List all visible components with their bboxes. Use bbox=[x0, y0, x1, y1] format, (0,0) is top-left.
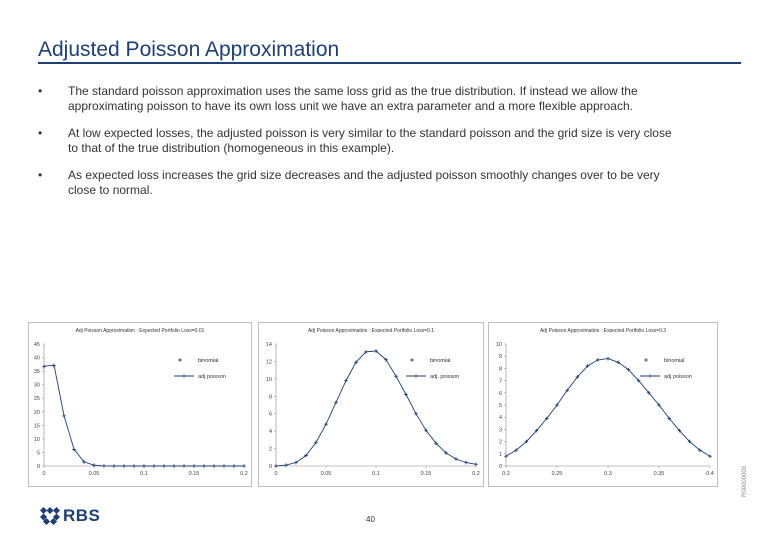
legend-label-adj-poisson: adj poisson bbox=[198, 374, 226, 380]
bullet-text: As expected loss increases the grid size decreases and the adjusted poisson smoothly changes over to be very close to normal. bbox=[68, 168, 660, 197]
y-tick-label: 12 bbox=[265, 359, 272, 366]
y-tick-label: 0 bbox=[36, 464, 40, 470]
side-code bbox=[742, 445, 752, 505]
y-tick-label: 0 bbox=[268, 464, 272, 470]
y-tick-label: 7 bbox=[498, 378, 502, 385]
y-tick-label: 9 bbox=[498, 354, 502, 361]
y-tick-label: 2 bbox=[498, 439, 502, 446]
x-tick-label: 0.1 bbox=[372, 471, 380, 477]
y-tick-label: 6 bbox=[268, 411, 272, 418]
bullet-text: The standard poisson approximation uses the same loss grid as the true distribution. If instead we allow the approximating poisson to have its own loss unit we have an extra parameter and a more flexible approach. bbox=[68, 84, 638, 113]
x-tick-label: 0.3 bbox=[604, 471, 612, 477]
rbs-logo bbox=[40, 506, 100, 526]
chart-frame bbox=[259, 323, 484, 487]
y-tick-label: 45 bbox=[33, 342, 40, 348]
chart-title: Adj Poisson Approximation : Expected Portfolio Loss=0.01 bbox=[75, 328, 205, 334]
y-tick-label: 6 bbox=[498, 390, 502, 397]
legend-label-binomial: binomial bbox=[664, 358, 685, 364]
rbs-daisy-icon bbox=[40, 507, 60, 525]
x-tick-label: 0 bbox=[274, 471, 278, 477]
x-tick-label: 0.2 bbox=[472, 471, 480, 477]
bullet-text: At low expected losses, the adjusted poisson is very similar to the standard poisson and the grid size is very close to that of the true distribution (homogeneous in this example). bbox=[68, 126, 672, 155]
slide-title: Adjusted Poisson Approximation bbox=[38, 38, 340, 61]
bullet-glyph: • bbox=[38, 168, 43, 182]
legend-label-adj-poisson: adj. poisson bbox=[430, 374, 460, 380]
y-tick-label: 5 bbox=[36, 450, 40, 457]
y-tick-label: 2 bbox=[268, 446, 272, 453]
legend-label-binomial: binomial bbox=[430, 358, 451, 364]
x-tick-label: 0.15 bbox=[188, 471, 200, 477]
x-tick-label: 0.1 bbox=[140, 471, 148, 477]
y-tick-label: 5 bbox=[498, 403, 502, 409]
bullet-list bbox=[38, 84, 678, 210]
y-tick-label: 14 bbox=[265, 342, 272, 348]
y-tick-label: 8 bbox=[498, 366, 502, 373]
x-tick-label: 0.05 bbox=[320, 471, 332, 477]
y-tick-label: 1 bbox=[498, 451, 502, 458]
legend-label-adj-poisson: adj poisson bbox=[664, 374, 692, 380]
chart-title: Adj Poisson Approximation : Expected Portfolio Loss=0.3 bbox=[539, 328, 667, 334]
bullet-item bbox=[38, 126, 678, 156]
y-tick-label: 8 bbox=[268, 394, 272, 401]
y-tick-label: 30 bbox=[33, 382, 40, 389]
y-tick-label: 4 bbox=[268, 429, 272, 436]
x-tick-label: 0.25 bbox=[551, 471, 563, 477]
y-tick-label: 10 bbox=[495, 342, 502, 348]
y-tick-label: 4 bbox=[498, 415, 502, 422]
side-code-text: R00000000 bbox=[742, 465, 748, 497]
y-tick-label: 40 bbox=[33, 355, 40, 362]
x-tick-label: 0.4 bbox=[706, 471, 714, 477]
x-tick-label: 0.05 bbox=[88, 471, 100, 477]
x-tick-label: 0.2 bbox=[502, 471, 510, 477]
y-tick-label: 10 bbox=[265, 376, 272, 383]
chart-title: Adj Poisson Approximation : Expected Portfolio Loss=0.1 bbox=[307, 328, 435, 334]
y-tick-label: 3 bbox=[498, 427, 502, 434]
x-tick-label: 0.35 bbox=[653, 471, 665, 477]
y-tick-label: 25 bbox=[33, 396, 40, 403]
y-tick-label: 10 bbox=[33, 436, 40, 443]
y-tick-label: 20 bbox=[33, 409, 40, 416]
x-tick-label: 0 bbox=[42, 471, 46, 477]
legend-label-binomial: binomial bbox=[198, 358, 219, 364]
logo-text: RBS bbox=[63, 506, 101, 525]
bullet-item bbox=[38, 84, 678, 114]
bullet-glyph: • bbox=[38, 84, 43, 98]
y-tick-label: 35 bbox=[33, 369, 40, 376]
charts-panel bbox=[28, 322, 718, 487]
title-rule bbox=[38, 62, 741, 64]
bullet-item bbox=[38, 168, 678, 198]
page-number: 40 bbox=[366, 515, 375, 524]
y-tick-label: 15 bbox=[33, 423, 40, 430]
bullet-glyph: • bbox=[38, 126, 43, 140]
x-tick-label: 0.2 bbox=[240, 471, 248, 477]
y-tick-label: 0 bbox=[498, 464, 502, 470]
chart-frame bbox=[489, 323, 718, 487]
x-tick-label: 0.15 bbox=[420, 471, 432, 477]
